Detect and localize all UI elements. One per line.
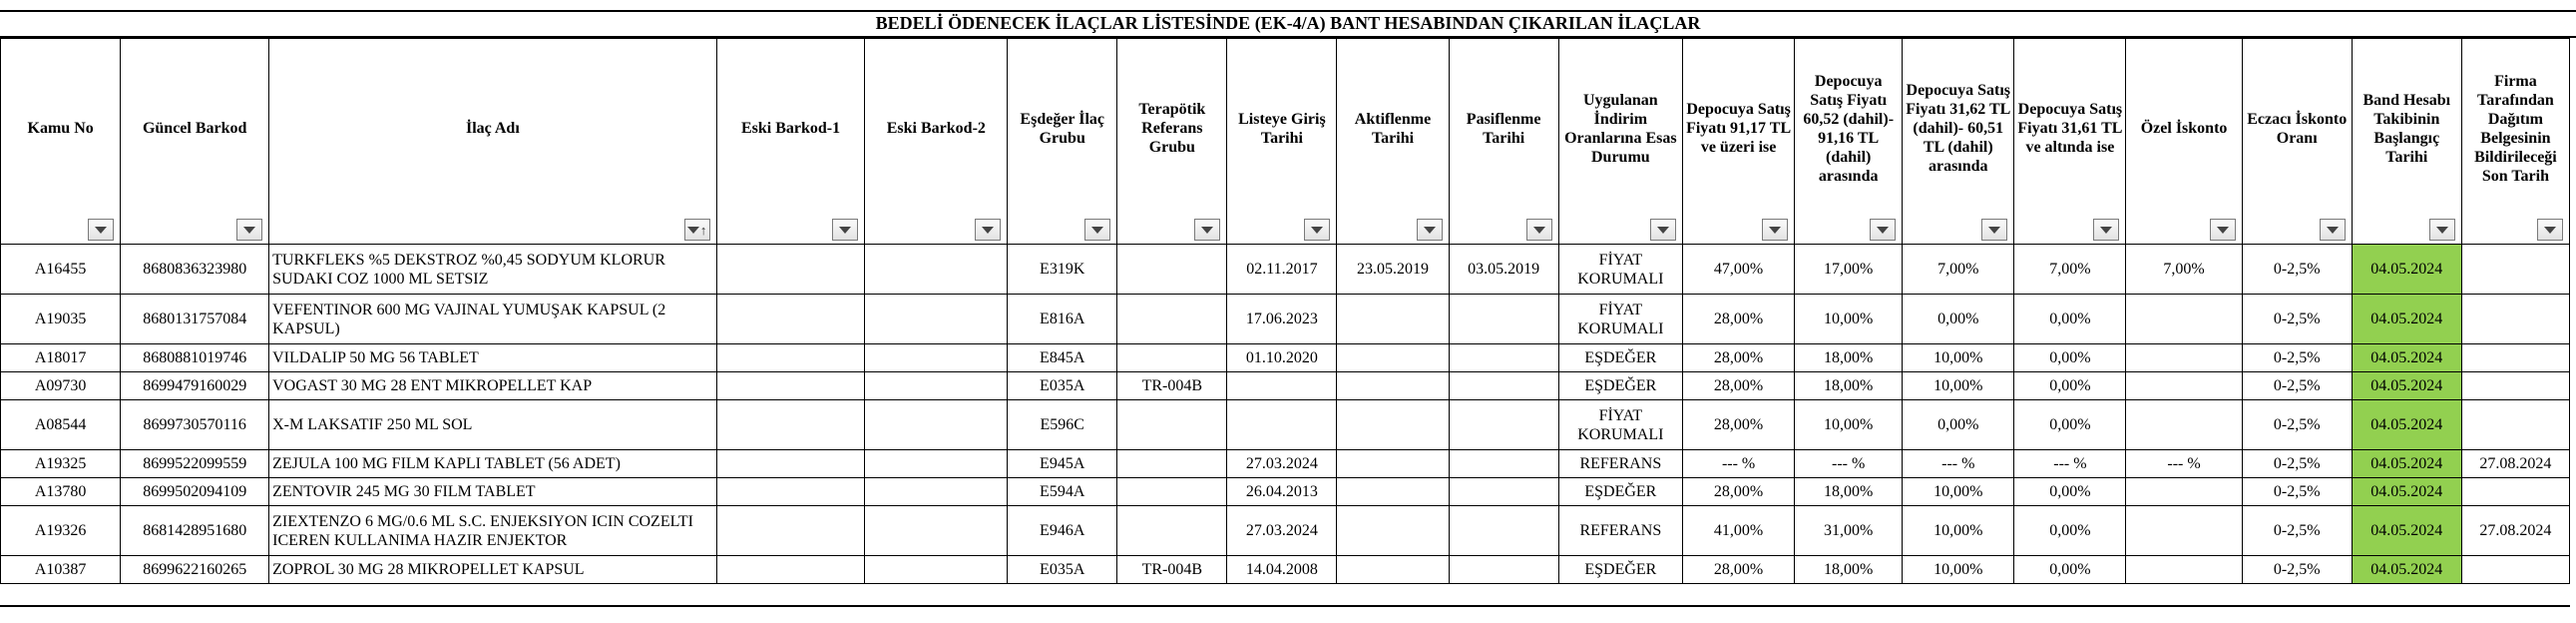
header-row: [1, 39, 2570, 245]
table-cell[interactable]: 8680836323980: [121, 245, 269, 295]
table-cell[interactable]: VOGAST 30 MG 28 ENT MIKROPELLET KAP: [269, 372, 717, 400]
chevron-down-icon: [243, 227, 255, 234]
table-cell[interactable]: 8699502094109: [121, 478, 269, 506]
filter-dropdown-button[interactable]: [2537, 219, 2563, 241]
table-cell[interactable]: 04.05.2024: [2352, 295, 2461, 344]
table-cell[interactable]: FİYAT KORUMALI: [1558, 295, 1682, 344]
table-cell[interactable]: --- %: [2126, 450, 2242, 478]
table-cell[interactable]: TR-004B: [1117, 556, 1227, 584]
column-header: [1795, 39, 1903, 245]
table-cell[interactable]: [1117, 450, 1227, 478]
filter-dropdown-button[interactable]: [1417, 219, 1443, 241]
table-cell[interactable]: 8680131757084: [121, 295, 269, 344]
table-cell[interactable]: [716, 400, 865, 450]
next-row-edge: [0, 605, 2570, 623]
chevron-down-icon: [839, 227, 851, 234]
filter-dropdown-button[interactable]: [1762, 219, 1788, 241]
table-cell[interactable]: [865, 245, 1008, 295]
table-cell[interactable]: 27.08.2024: [2461, 450, 2569, 478]
table-row: [1, 400, 2570, 450]
table-cell[interactable]: 0-2,5%: [2242, 372, 2352, 400]
table-cell[interactable]: 04.05.2024: [2352, 400, 2461, 450]
table-cell[interactable]: A09730: [1, 372, 121, 400]
table-body: [1, 245, 2570, 584]
table-cell[interactable]: 04.05.2024: [2352, 245, 2461, 295]
column-header: [269, 39, 717, 245]
filter-dropdown-button[interactable]: [2429, 219, 2455, 241]
table-cell[interactable]: [716, 344, 865, 372]
table-cell[interactable]: A08544: [1, 400, 121, 450]
table-cell[interactable]: E845A: [1008, 344, 1117, 372]
table-cell[interactable]: FİYAT KORUMALI: [1558, 400, 1682, 450]
chevron-down-icon: [2327, 227, 2339, 234]
filter-dropdown-button[interactable]: [236, 219, 262, 241]
table-cell[interactable]: TR-004B: [1117, 372, 1227, 400]
column-header: [2461, 39, 2569, 245]
chevron-down-icon: [1424, 227, 1436, 234]
table-row: [1, 556, 2570, 584]
column-header: [1337, 39, 1449, 245]
column-header-label: Pasiflenme Tarihi: [1466, 110, 1541, 147]
table-cell[interactable]: [1337, 295, 1449, 344]
table-cell[interactable]: [1117, 400, 1227, 450]
table-row: [1, 245, 2570, 295]
table-row: [1, 372, 2570, 400]
table-cell[interactable]: TURKFLEKS %5 DEKSTROZ %0,45 SODYUM KLORUR SUDAKI COZ 1000 ML SETSIZ: [269, 245, 717, 295]
table-cell[interactable]: 26.04.2013: [1227, 478, 1337, 506]
table-cell[interactable]: 8699622160265: [121, 556, 269, 584]
column-header: [121, 39, 269, 245]
table-cell[interactable]: 03.05.2019: [1449, 245, 1558, 295]
column-header-label: Kamu No: [27, 120, 94, 137]
table-cell[interactable]: 0,00%: [2014, 506, 2126, 556]
table-cell[interactable]: 10,00%: [1903, 344, 2014, 372]
column-header: [2352, 39, 2461, 245]
table-cell[interactable]: 04.05.2024: [2352, 506, 2461, 556]
chevron-down-icon: [687, 227, 699, 234]
table-cell[interactable]: 27.03.2024: [1227, 450, 1337, 478]
table-cell[interactable]: [1117, 506, 1227, 556]
table-row: [1, 295, 2570, 344]
column-header-label: Depocuya Satış Fiyatı 91,17 TL ve üzeri ise: [1686, 101, 1792, 156]
table-cell[interactable]: [1449, 372, 1558, 400]
table-cell[interactable]: [865, 556, 1008, 584]
table-cell[interactable]: E946A: [1008, 506, 1117, 556]
table-cell[interactable]: [1449, 556, 1558, 584]
filter-dropdown-button[interactable]: [2210, 219, 2236, 241]
table-cell[interactable]: 0-2,5%: [2242, 344, 2352, 372]
table-cell[interactable]: [2126, 400, 2242, 450]
table-cell[interactable]: [716, 295, 865, 344]
table-cell[interactable]: 0,00%: [2014, 295, 2126, 344]
chevron-down-icon: [2100, 227, 2112, 234]
table-cell[interactable]: A16455: [1, 245, 121, 295]
column-header-label: Eczacı İskonto Oranı: [2247, 110, 2348, 147]
table-row: [1, 478, 2570, 506]
table-cell[interactable]: [2126, 295, 2242, 344]
chevron-down-icon: [95, 227, 107, 234]
table-cell[interactable]: A10387: [1, 556, 121, 584]
table-cell[interactable]: 28,00%: [1683, 400, 1795, 450]
table-cell[interactable]: 0-2,5%: [2242, 450, 2352, 478]
chevron-down-icon: [2544, 227, 2556, 234]
chevron-down-icon: [1201, 227, 1213, 234]
column-header: [2014, 39, 2126, 245]
table-cell[interactable]: 18,00%: [1795, 372, 1903, 400]
table-cell[interactable]: [1449, 400, 1558, 450]
chevron-down-icon: [982, 227, 994, 234]
table-cell[interactable]: E319K: [1008, 245, 1117, 295]
table-cell[interactable]: 10,00%: [1903, 556, 2014, 584]
filter-dropdown-button[interactable]: [1304, 219, 1330, 241]
table-cell[interactable]: [865, 450, 1008, 478]
table-cell[interactable]: 10,00%: [1903, 506, 2014, 556]
table-cell[interactable]: [1449, 344, 1558, 372]
table-cell[interactable]: X-M LAKSATIF 250 ML SOL: [269, 400, 717, 450]
table-cell[interactable]: [2461, 245, 2569, 295]
table-cell[interactable]: A19325: [1, 450, 121, 478]
table-cell[interactable]: 0-2,5%: [2242, 400, 2352, 450]
table-cell[interactable]: [1337, 344, 1449, 372]
table-cell[interactable]: 28,00%: [1683, 344, 1795, 372]
table-cell[interactable]: 0,00%: [2014, 400, 2126, 450]
column-header: [1903, 39, 2014, 245]
table-cell[interactable]: 23.05.2019: [1337, 245, 1449, 295]
column-header-label: Terapötik Referans Grubu: [1138, 101, 1206, 156]
column-header-label: Eski Barkod-1: [740, 120, 841, 137]
table-cell[interactable]: [1227, 372, 1337, 400]
table-cell[interactable]: 8699522099559: [121, 450, 269, 478]
table-cell[interactable]: [1449, 295, 1558, 344]
filter-dropdown-button[interactable]: [1526, 219, 1552, 241]
filter-dropdown-button[interactable]: [88, 219, 114, 241]
table-cell[interactable]: [2461, 344, 2569, 372]
table-cell[interactable]: [2461, 295, 2569, 344]
table-cell[interactable]: 27.03.2024: [1227, 506, 1337, 556]
column-header-label: Güncel Barkod: [142, 120, 247, 137]
filter-dropdown-button[interactable]: [832, 219, 858, 241]
chevron-down-icon: [1877, 227, 1889, 234]
table-cell[interactable]: [2461, 400, 2569, 450]
table-cell[interactable]: [1337, 478, 1449, 506]
table-cell[interactable]: [1449, 478, 1558, 506]
table-cell[interactable]: [1337, 372, 1449, 400]
filter-dropdown-button[interactable]: [2320, 219, 2346, 241]
table-row: [1, 450, 2570, 478]
table-cell[interactable]: 0-2,5%: [2242, 478, 2352, 506]
sort-ascending-icon: ↑: [699, 222, 707, 238]
filter-dropdown-button[interactable]: [1650, 219, 1676, 241]
table-cell[interactable]: [1337, 556, 1449, 584]
table-cell[interactable]: EŞDEĞER: [1558, 372, 1682, 400]
table-cell[interactable]: 28,00%: [1683, 478, 1795, 506]
table-cell[interactable]: 0-2,5%: [2242, 556, 2352, 584]
table-cell[interactable]: 10,00%: [1903, 478, 2014, 506]
column-header: [1558, 39, 1682, 245]
table-cell[interactable]: 0-2,5%: [2242, 295, 2352, 344]
table-cell[interactable]: EŞDEĞER: [1558, 556, 1682, 584]
table-cell[interactable]: [2461, 556, 2569, 584]
table-cell[interactable]: REFERANS: [1558, 506, 1682, 556]
table-cell[interactable]: --- %: [2014, 450, 2126, 478]
table-cell[interactable]: [2126, 478, 2242, 506]
filter-dropdown-button[interactable]: [684, 219, 710, 241]
table-cell[interactable]: 04.05.2024: [2352, 478, 2461, 506]
table-cell[interactable]: 14.04.2008: [1227, 556, 1337, 584]
table-cell[interactable]: 41,00%: [1683, 506, 1795, 556]
table-cell[interactable]: EŞDEĞER: [1558, 478, 1682, 506]
table-cell[interactable]: [716, 245, 865, 295]
table-cell[interactable]: [865, 372, 1008, 400]
table-cell[interactable]: 0-2,5%: [2242, 245, 2352, 295]
table-cell[interactable]: ZOPROL 30 MG 28 MIKROPELLET KAPSUL: [269, 556, 717, 584]
table-cell[interactable]: 27.08.2024: [2461, 506, 2569, 556]
table-cell[interactable]: 18,00%: [1795, 344, 1903, 372]
table-cell[interactable]: [865, 400, 1008, 450]
table-cell[interactable]: 28,00%: [1683, 372, 1795, 400]
table-cell[interactable]: --- %: [1903, 450, 2014, 478]
table-cell[interactable]: 02.11.2017: [1227, 245, 1337, 295]
column-header-label: İlaç Adı: [465, 120, 520, 137]
column-header-label: Uygulanan İndirim Oranlarına Esas Durumu: [1564, 91, 1677, 166]
table-cell[interactable]: VILDALIP 50 MG 56 TABLET: [269, 344, 717, 372]
table-cell[interactable]: E816A: [1008, 295, 1117, 344]
table-cell[interactable]: E035A: [1008, 556, 1117, 584]
table-cell[interactable]: --- %: [1683, 450, 1795, 478]
table-cell[interactable]: 7,00%: [2126, 245, 2242, 295]
drug-list-table: [0, 38, 2570, 584]
table-cell[interactable]: [2126, 506, 2242, 556]
table-cell[interactable]: EŞDEĞER: [1558, 344, 1682, 372]
table-cell[interactable]: 0-2,5%: [2242, 506, 2352, 556]
table-cell[interactable]: 18,00%: [1795, 478, 1903, 506]
table-row: [1, 344, 2570, 372]
table-cell[interactable]: E596C: [1008, 400, 1117, 450]
filter-dropdown-button[interactable]: [975, 219, 1001, 241]
column-header: [865, 39, 1008, 245]
table-cell[interactable]: 47,00%: [1683, 245, 1795, 295]
column-header: [1227, 39, 1337, 245]
column-header-label: Listeye Giriş Tarihi: [1238, 110, 1326, 147]
table-cell[interactable]: ZEJULA 100 MG FILM KAPLI TABLET (56 ADET): [269, 450, 717, 478]
table-cell[interactable]: 0,00%: [2014, 556, 2126, 584]
column-header: [1449, 39, 1558, 245]
table-cell[interactable]: ZENTOVIR 245 MG 30 FILM TABLET: [269, 478, 717, 506]
table-cell[interactable]: VEFENTINOR 600 MG VAJINAL YUMUŞAK KAPSUL (2 KAPSUL): [269, 295, 717, 344]
table-cell[interactable]: 28,00%: [1683, 556, 1795, 584]
table-cell[interactable]: [1337, 506, 1449, 556]
table-cell[interactable]: [716, 478, 865, 506]
table-cell[interactable]: 10,00%: [1795, 295, 1903, 344]
table-cell[interactable]: 01.10.2020: [1227, 344, 1337, 372]
column-header: [716, 39, 865, 245]
table-cell[interactable]: 0,00%: [2014, 478, 2126, 506]
table-cell[interactable]: 18,00%: [1795, 556, 1903, 584]
table-cell[interactable]: 8681428951680: [121, 506, 269, 556]
table-cell[interactable]: A18017: [1, 344, 121, 372]
column-header-label: Depocuya Satış Fiyatı 31,61 TL ve altında ise: [2017, 101, 2123, 156]
table-cell[interactable]: 28,00%: [1683, 295, 1795, 344]
table-cell[interactable]: [1117, 295, 1227, 344]
table-cell[interactable]: 10,00%: [1795, 400, 1903, 450]
column-header-label: Eski Barkod-2: [886, 120, 986, 137]
column-header-label: Depocuya Satış Fiyatı 60,52 (dahil)- 91,16 TL (dahil) arasında: [1803, 72, 1895, 185]
column-header: [1117, 39, 1227, 245]
table-cell[interactable]: 17.06.2023: [1227, 295, 1337, 344]
table-cell[interactable]: E945A: [1008, 450, 1117, 478]
column-header-label: Özel İskonto: [2140, 120, 2228, 137]
table-cell[interactable]: 7,00%: [2014, 245, 2126, 295]
column-header-label: Aktiflenme Tarihi: [1354, 110, 1432, 147]
chevron-down-icon: [2217, 227, 2229, 234]
table-cell[interactable]: 8680881019746: [121, 344, 269, 372]
table-cell[interactable]: [716, 506, 865, 556]
chevron-down-icon: [1657, 227, 1669, 234]
table-cell[interactable]: [1117, 245, 1227, 295]
table-cell[interactable]: E594A: [1008, 478, 1117, 506]
table-cell[interactable]: [2461, 478, 2569, 506]
table-row: [1, 506, 2570, 556]
table-cell[interactable]: 10,00%: [1903, 372, 2014, 400]
chevron-down-icon: [1311, 227, 1323, 234]
table-cell[interactable]: [716, 372, 865, 400]
filter-dropdown-button[interactable]: [2093, 219, 2119, 241]
table-cell[interactable]: 04.05.2024: [2352, 450, 2461, 478]
chevron-down-icon: [2436, 227, 2448, 234]
table-cell[interactable]: --- %: [1795, 450, 1903, 478]
table-cell[interactable]: [2126, 344, 2242, 372]
chevron-down-icon: [1533, 227, 1545, 234]
column-header: [2126, 39, 2242, 245]
chevron-down-icon: [1988, 227, 2000, 234]
table-cell[interactable]: [1117, 478, 1227, 506]
table-cell[interactable]: FİYAT KORUMALI: [1558, 245, 1682, 295]
filter-dropdown-button[interactable]: [1084, 219, 1110, 241]
filter-dropdown-button[interactable]: [1194, 219, 1220, 241]
table-cell[interactable]: [865, 478, 1008, 506]
table-cell[interactable]: 31,00%: [1795, 506, 1903, 556]
table-cell[interactable]: [865, 506, 1008, 556]
table-cell[interactable]: REFERANS: [1558, 450, 1682, 478]
column-header: [1683, 39, 1795, 245]
column-header: [2242, 39, 2352, 245]
table-cell[interactable]: ZIEXTENZO 6 MG/0.6 ML S.C. ENJEKSIYON ICIN COZELTI ICEREN KULLANIMA HAZIR ENJEKTOR: [269, 506, 717, 556]
table-cell[interactable]: [2126, 556, 2242, 584]
column-header-label: Band Hesabı Takibinin Başlangıç Tarihi: [2362, 91, 2451, 166]
table-cell[interactable]: 04.05.2024: [2352, 372, 2461, 400]
table-cell[interactable]: 04.05.2024: [2352, 556, 2461, 584]
table-cell[interactable]: 0,00%: [1903, 400, 2014, 450]
chevron-down-icon: [1769, 227, 1781, 234]
table-cell[interactable]: [1449, 450, 1558, 478]
filter-dropdown-button[interactable]: [1870, 219, 1896, 241]
table-cell[interactable]: 0,00%: [2014, 344, 2126, 372]
table-cell[interactable]: A13780: [1, 478, 121, 506]
table-cell[interactable]: E035A: [1008, 372, 1117, 400]
table-cell[interactable]: [2461, 372, 2569, 400]
table-cell[interactable]: [2126, 372, 2242, 400]
table-cell[interactable]: [1117, 344, 1227, 372]
table-cell[interactable]: [1337, 450, 1449, 478]
column-header-label: Eşdeğer İlaç Grubu: [1020, 110, 1105, 147]
filter-dropdown-button[interactable]: [1981, 219, 2007, 241]
chevron-down-icon: [1091, 227, 1103, 234]
table-cell[interactable]: [1449, 506, 1558, 556]
table-cell[interactable]: [716, 450, 865, 478]
table-cell[interactable]: [865, 344, 1008, 372]
table-cell[interactable]: 8699730570116: [121, 400, 269, 450]
column-header-label: Depocuya Satış Fiyatı 31,62 TL (dahil)- 60,51 TL (dahil) arasında: [1906, 82, 2011, 175]
table-cell[interactable]: [1337, 400, 1449, 450]
table-cell[interactable]: A19035: [1, 295, 121, 344]
column-header-label: Firma Tarafından Dağıtım Belgesinin Bildirileceği Son Tarih: [2474, 72, 2557, 185]
table-cell[interactable]: 0,00%: [1903, 295, 2014, 344]
column-header: [1, 39, 121, 245]
table-cell[interactable]: 8699479160029: [121, 372, 269, 400]
table-cell[interactable]: 0,00%: [2014, 372, 2126, 400]
column-header: [1008, 39, 1117, 245]
table-title: BEDELİ ÖDENECEK İLAÇLAR LİSTESİNDE (EK-4/A) BANT HESABINDAN ÇIKARILAN İLAÇLAR: [0, 10, 2576, 38]
table-cell[interactable]: 17,00%: [1795, 245, 1903, 295]
table-cell[interactable]: A19326: [1, 506, 121, 556]
table-cell[interactable]: 04.05.2024: [2352, 344, 2461, 372]
table-cell[interactable]: [1227, 400, 1337, 450]
table-cell[interactable]: 7,00%: [1903, 245, 2014, 295]
table-cell[interactable]: [716, 556, 865, 584]
table-cell[interactable]: [865, 295, 1008, 344]
